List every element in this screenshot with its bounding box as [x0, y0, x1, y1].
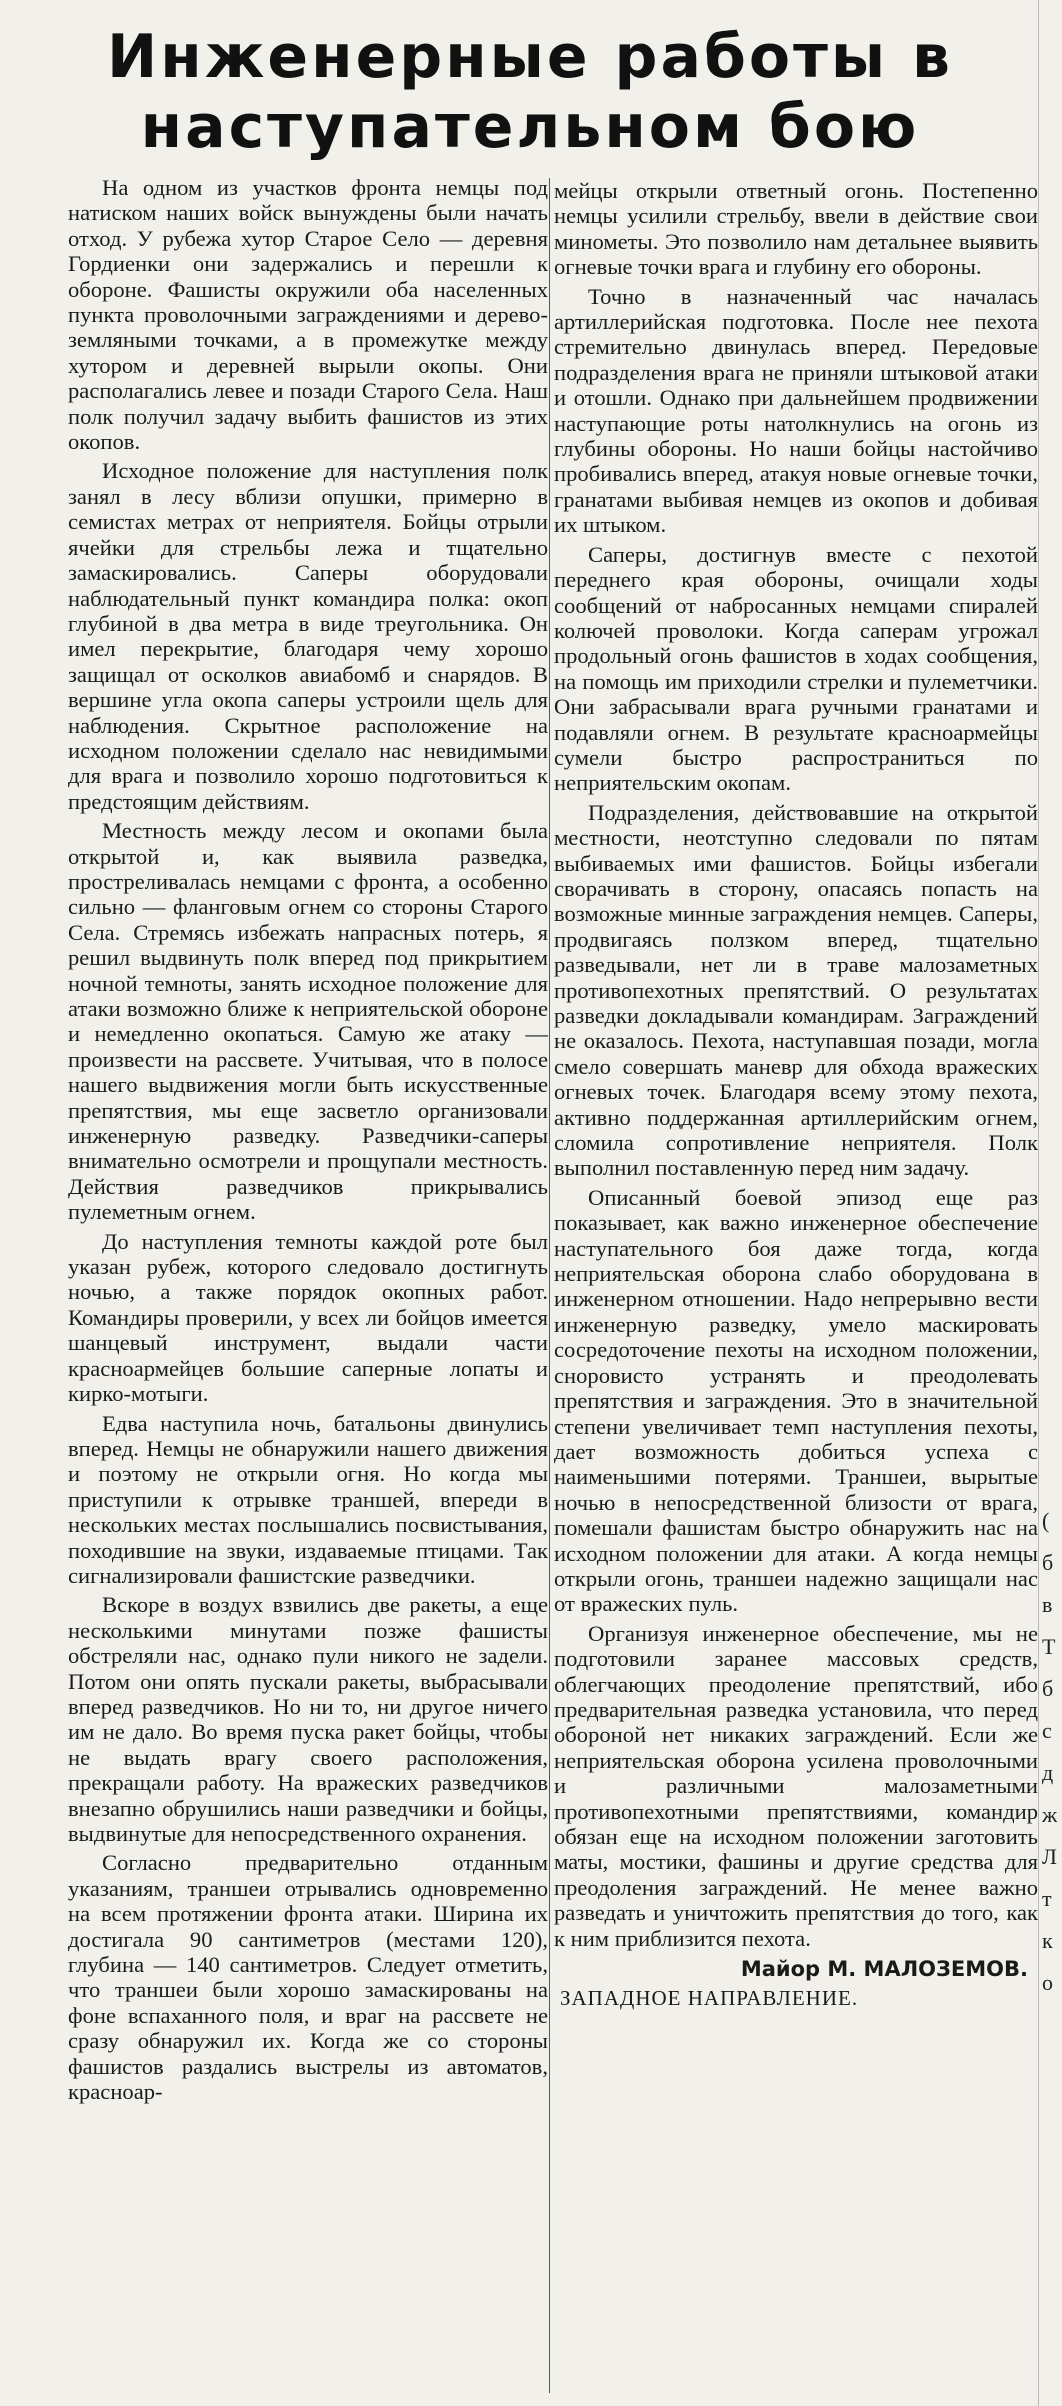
headline-line-2: наступательном бою	[140, 92, 920, 162]
headline-line-1: Инженерные работы в	[107, 22, 953, 92]
edge-fragment: б	[1042, 1676, 1054, 1701]
paragraph: Организуя инженерное обеспечение, мы не подготовили заранее массовых средств, облегчающих преодоление препятствий, ибо предварительная разведка установила, что перед обороной нет никаких заграждений. Если же неприятельская оборона усилена проволочными и различными малозаметными противопехотными препятствиями, командир обязан еще на исходном положении заготовить маты, мостики, фашины и другие средства для преодоления заграждений. Не менее важно разведать и уничтожить препятствия до того, как к ним приблизится пехота.	[554, 1620, 1038, 1951]
edge-fragment: о	[1042, 1970, 1053, 1995]
column-divider	[549, 178, 550, 2393]
left-column	[68, 175, 548, 2104]
adjacent-column-fragments	[1042, 1500, 1062, 2400]
paragraph: Саперы, достигнув вместе с пехотой переднего края обороны, очищали ходы сообщений от набросанных немцами спиралей колючей проволоки. Когда саперам угрожал продольный огонь фашистов в ходах сообщения, на помощь им приходили стрелки и пулеметчики. Они забрасывали врага ручными гранатами и подавляли огнем. В результате красноармейцы сумели быстро распространиться по неприятельским окопам.	[554, 541, 1038, 796]
edge-fragment: к	[1042, 1928, 1053, 1953]
paragraph: Вскоре в воздух взвились две ракеты, а еще несколькими минутами позже фашисты обстреляли нас, однако пули никого не задели. Потом они опять пускали ракеты, выбрасывали вперед разведчиков. Но ни то, ни другое ничего им не дало. Во время пуска ракет бойцы, чтобы не выдать врагу своего расположения, прекращали работу. На вражеских разведчиков внезапно обрушились наши разведчики и бойцы, выдвинутые для непосредственного охранения.	[68, 1592, 548, 1846]
edge-fragment: д	[1042, 1760, 1054, 1785]
author-signature: Майор М. МАЛОЗЕМОВ.	[740, 1957, 1028, 1982]
adjacent-column-rule	[1038, 0, 1039, 2406]
edge-fragment: с	[1042, 1718, 1052, 1743]
edge-fragment: т	[1042, 1886, 1052, 1911]
edge-fragment: в	[1042, 1592, 1053, 1617]
edge-fragment: б	[1042, 1550, 1054, 1575]
edge-fragment: Т	[1042, 1634, 1056, 1659]
paragraph: До наступления темноты каждой роте был указан рубеж, которого следовало достигнуть ночью, а также порядок окопных работ. Командиры проверили, у всех ли бойцов имеется шанцевый инструмент, выдали части красноармейцев большие саперные лопаты и кирко-мотыги.	[68, 1228, 548, 1407]
paragraph: Согласно предварительно отданным указаниям, траншеи отрывались одновременно на всем протяжении фронта атаки. Ширина их достигала 90 сантиметров (местами 120), глубина — 140 сантиметров. Следует отметить, что траншеи были хорошо замаскированы на фоне вспаханного поля, и враг на рассвете не сразу обнаружил их. Когда же со стороны фашистов раздались выстрелы из автоматов, красноар-	[68, 1850, 548, 2105]
article-headline	[60, 22, 1000, 162]
edge-fragment: Л	[1042, 1844, 1057, 1869]
paragraph: Описанный боевой эпизод еще раз показывает, как важно инженерное обеспечение наступательного боя даже тогда, когда неприятельская оборона слабо оборудована в инженерном отношении. Надо непрерывно вести инженерную разведку, умело маскировать сосредоточение пехоты на исходном положении, сноровисто устранять и преодолевать препятствия и заграждения. Это в значительной степени увеличивает темп наступления пехоты, дает возможность добиться успеха с наименьшими потерями. Траншеи, вырытые ночью в непосредственной близости от врага, помешали фашистам быстро обнаружить нас на исходном положении для атаки. А когда немцы открыли огонь, траншеи надежно защищали нас от вражеских пуль.	[554, 1184, 1038, 1617]
paragraph: На одном из участков фронта немцы под натиском наших войск вынуждены были начать отход. У рубежа хутор Старое Село — деревня Гордиенки они задержались и перешли к обороне. Фашисты окружили оба населенных пункта проволочными заграждениями и дерево-земляными точками, а в промежутке между хутором и деревней вырыли окопы. Они располагались левее и позади Старого Села. Наш полк получил задачу выбить фашистов из этих окопов.	[68, 175, 548, 455]
right-column	[554, 178, 1038, 2012]
paragraph: Местность между лесом и окопами была открытой и, как выявила разведка, простреливалась немцами с фронта, а особенно сильно — фланговым огнем со стороны Старого Села. Стремясь избежать напрасных потерь, я решил выдвинуть полк вперед под прикрытием ночной темноты, занять исходное положение для атаки возможно ближе к неприятельской обороне и немедленно окопаться. Самую же атаку — произвести на рассвете. Учитывая, что в полосе нашего выдвижения могли быть искусственные препятствия, мы еще засветло организовали инженерную разведку. Разведчики-саперы внимательно осмотрели и прощупали местность. Действия разведчиков прикрывались пулеметным огнем.	[68, 818, 548, 1225]
paragraph: Едва наступила ночь, батальоны двинулись вперед. Немцы не обнаружили нашего движения и поэтому не открыли огня. Но когда мы приступили к отрывке траншей, впереди в нескольких местах послышались посвистывания, походившие на звуки, издаваемые птицами. Так сигнализировали фашистские разведчики.	[68, 1410, 548, 1588]
paragraph: мейцы открыли ответный огонь. Постепенно немцы усилили стрельбу, ввели в действие свои минометы. Это позволило нам детальнее выявить огневые точки врага и глубину его обороны.	[554, 178, 1038, 280]
edge-fragment: ж	[1042, 1802, 1058, 1827]
paragraph: Подразделения, действовавшие на открытой местности, неотступно следовали по пятам выбиваемых ими фашистов. Бойцы избегали сворачивать в сторону, опасаясь попасть на возможные минные заграждения немцев. Саперы, продвигаясь ползком вперед, тщательно разведывали, нет ли в траве малозаметных противопехотных препятствий. О результатах разведки докладывали командирам. Заграждений не оказалось. Пехота, наступавшая позади, могла смело совершать маневр для обхода вражеских огневых точек. Благодаря всему этому пехота, активно поддержанная артиллерийским огнем, сломила сопротивление неприятеля. Полк выполнил поставленную перед ним задачу.	[554, 799, 1038, 1181]
paragraph: Точно в назначенный час началась артиллерийская подготовка. После нее пехота стремительно двинулась вперед. Передовые подразделения врага не приняли штыковой атаки и отошли. Однако при дальнейшем продвижении наступающие роты натолкнулись на огонь из глубины обороны. Но наши бойцы настойчиво пробивались вперед, атакуя новые огневые точки, гранатами выбивая немцев из окопов и добивая их штыком.	[554, 283, 1038, 538]
paragraph: Исходное положение для наступления полк занял в лесу вблизи опушки, примерно в семистах метрах от неприятеля. Бойцы отрыли ячейки для стрельбы лежа и тщательно замаскировались. Саперы оборудовали наблюдательный пункт командира полка: окоп глубиной в два метра в виде треугольника. Он имел перекрытие, благодаря чему хорошо защищал от осколков авиабомб и снарядов. В вершине угла окопа саперы устроили щель для наблюдения. Скрытное расположение на исходном положении сделало нас невидимыми для врага и позволило хорошо подготовиться к предстоящим действиям.	[68, 458, 548, 814]
edge-fragment: (	[1042, 1508, 1050, 1533]
dateline: ЗАПАДНОЕ НАПРАВЛЕНИЕ.	[560, 1986, 859, 2011]
